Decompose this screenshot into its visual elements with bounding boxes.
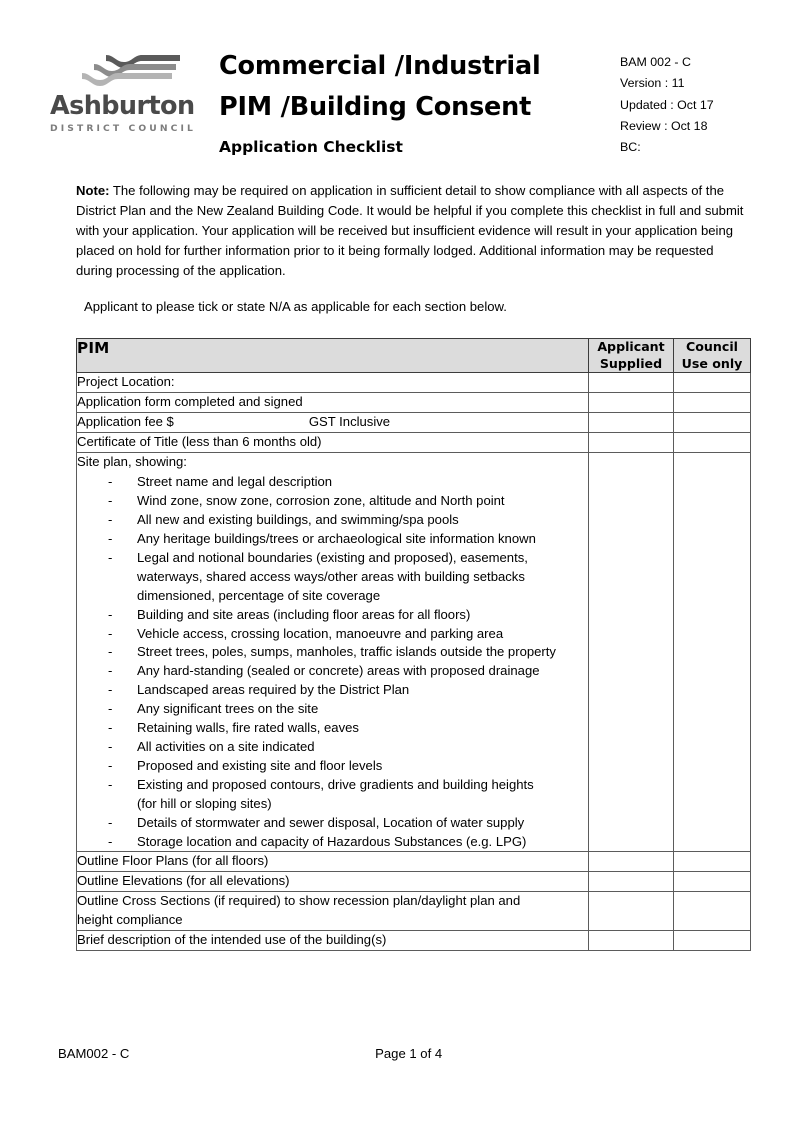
- meta-updated: Updated : Oct 17: [620, 97, 714, 112]
- meta-bc: BC:: [620, 140, 641, 155]
- checklist-table: [76, 338, 751, 952]
- row-label: Project Location:: [77, 373, 589, 393]
- list-item-text-cont: waterways, shared access ways/other areas with building setbacks: [137, 568, 525, 584]
- council-use-checkbox-cell[interactable]: [674, 453, 751, 852]
- row-label-line-1: Outline Cross Sections (if required) to show recession plan/daylight plan and: [77, 893, 521, 909]
- applicant-supplied-checkbox-cell[interactable]: [589, 872, 674, 892]
- note-body: The following may be required on application in sufficient detail to show compliance with all aspects of the District Plan and the New Zealand Building Code. It would be helpful if you complete this checklist in full and submit with your application. Your application will be received but insufficient evidence will result in your application being placed on hold for further information prior to it being formally lodged. Additional information may be requested during processing of the application.: [76, 182, 744, 278]
- list-item: [106, 700, 588, 719]
- list-item-text: Street name and legal description: [137, 474, 333, 490]
- applicant-supplied-line-2: Supplied: [599, 355, 663, 371]
- fee-label: Application fee $: [77, 414, 174, 430]
- meta-review: Review : Oct 18: [620, 118, 708, 133]
- list-item-text-cont: (for hill or sloping sites): [137, 795, 272, 811]
- list-item-text: Details of stormwater and sewer disposal, Location of water supply: [137, 814, 525, 830]
- logo-subtitle: DISTRICT COUNCIL: [50, 122, 196, 134]
- row-label-fee: [77, 413, 589, 433]
- site-plan-cell: [77, 453, 589, 852]
- council-use-checkbox-cell[interactable]: [674, 373, 751, 393]
- list-item-text: Any heritage buildings/trees or archaeological site information known: [137, 531, 536, 547]
- list-item: [106, 511, 588, 530]
- list-item-text: Street trees, poles, sumps, manholes, traffic islands outside the property: [137, 644, 556, 660]
- table-header-row: [77, 338, 751, 373]
- checklist-table-body: [77, 373, 751, 951]
- list-item-text: Any significant trees on the site: [137, 701, 319, 717]
- row-label-multiline: [77, 892, 589, 931]
- council-use-checkbox-cell[interactable]: [674, 413, 751, 433]
- logo-waves-icon: [76, 52, 184, 92]
- list-item: [106, 662, 588, 681]
- list-item-text: Proposed and existing site and floor levels: [137, 757, 383, 773]
- page-title-line-2: PIM /Building Consent: [219, 92, 532, 123]
- list-item-text: Storage location and capacity of Hazardous Substances (e.g. LPG): [137, 833, 527, 849]
- list-item-text: Any hard-standing (sealed or concrete) areas with proposed drainage: [137, 663, 540, 679]
- checklist-table-wrap: [76, 338, 750, 952]
- row-label: Brief description of the intended use of the building(s): [77, 931, 589, 951]
- applicant-supplied-checkbox-cell[interactable]: [589, 373, 674, 393]
- meta-version: Version : 11: [620, 76, 685, 91]
- column-header-applicant-supplied: [589, 338, 674, 373]
- applicant-supplied-checkbox-cell[interactable]: [589, 393, 674, 413]
- list-item-text-cont: dimensioned, percentage of site coverage: [137, 587, 381, 603]
- column-header-section: PIM: [77, 338, 589, 373]
- note-label: Note:: [76, 182, 110, 198]
- row-label: Certificate of Title (less than 6 months old): [77, 433, 589, 453]
- row-label-line-2: height compliance: [77, 912, 183, 928]
- row-label: Outline Floor Plans (for all floors): [77, 852, 589, 872]
- list-item-text: Wind zone, snow zone, corrosion zone, altitude and North point: [137, 493, 505, 509]
- document-header: [0, 0, 800, 159]
- table-row: [77, 872, 751, 892]
- site-plan-heading: Site plan, showing:: [77, 454, 187, 470]
- list-item: [106, 549, 588, 606]
- logo-wordmark: Ashburton: [50, 91, 195, 121]
- applicant-supplied-checkbox-cell[interactable]: [589, 453, 674, 852]
- list-item: [106, 776, 588, 814]
- council-use-line-1: Council: [686, 338, 738, 354]
- row-label: Outline Elevations (for all elevations): [77, 872, 589, 892]
- list-item: [106, 833, 588, 852]
- meta-form-code: BAM 002 - C: [620, 55, 691, 69]
- list-item: [106, 492, 588, 511]
- footer-page-number: Page 1 of 4: [375, 1046, 443, 1061]
- list-item-text: Landscaped areas required by the District Plan: [137, 682, 410, 698]
- council-use-line-2: Use only: [681, 355, 743, 371]
- applicant-supplied-checkbox-cell[interactable]: [589, 413, 674, 433]
- list-item: [106, 625, 588, 644]
- list-item: [106, 814, 588, 833]
- council-logo: [50, 40, 205, 134]
- list-item: [106, 681, 588, 700]
- list-item: [106, 643, 588, 662]
- table-row: [77, 373, 751, 393]
- table-row: [77, 931, 751, 951]
- list-item-text: Legal and notional boundaries (existing and proposed), easements,: [137, 549, 528, 565]
- table-row: [77, 393, 751, 413]
- applicant-supplied-checkbox-cell[interactable]: [589, 892, 674, 931]
- council-use-checkbox-cell[interactable]: [674, 931, 751, 951]
- list-item-text: Vehicle access, crossing location, manoeuvre and parking area: [137, 625, 504, 641]
- column-header-council-use: [674, 338, 751, 373]
- applicant-supplied-checkbox-cell[interactable]: [589, 852, 674, 872]
- checklist-table-head: [77, 338, 751, 373]
- applicant-supplied-checkbox-cell[interactable]: [589, 931, 674, 951]
- list-item: [106, 606, 588, 625]
- list-item: [106, 719, 588, 738]
- council-use-checkbox-cell[interactable]: [674, 872, 751, 892]
- note-paragraph: [76, 181, 748, 281]
- table-row-site-plan: [77, 453, 751, 852]
- table-row: [77, 852, 751, 872]
- document-meta: [620, 40, 750, 159]
- row-label: Application form completed and signed: [77, 393, 589, 413]
- list-item-text: Existing and proposed contours, drive gradients and building heights: [137, 776, 534, 792]
- site-plan-bullet-list: [77, 473, 588, 851]
- page-title-line-1: Commercial /Industrial: [219, 51, 541, 81]
- list-item-text: Retaining walls, fire rated walls, eaves: [137, 720, 359, 736]
- table-row: [77, 413, 751, 433]
- page-footer: [58, 1046, 750, 1061]
- council-use-checkbox-cell[interactable]: [674, 433, 751, 453]
- list-item-text: All activities on a site indicated: [137, 739, 315, 754]
- document-title-block: [205, 40, 620, 159]
- council-use-checkbox-cell[interactable]: [674, 892, 751, 931]
- footer-form-code: BAM002 - C: [58, 1046, 130, 1061]
- list-item-text: Building and site areas (including floor areas for all floors): [137, 606, 471, 622]
- list-item: [106, 473, 588, 492]
- list-item: [106, 738, 588, 757]
- table-row: [77, 892, 751, 931]
- applicant-instruction: Applicant to please tick or state N/A as applicable for each section below.: [84, 299, 507, 314]
- list-item: [106, 530, 588, 549]
- fee-gst-note: GST Inclusive: [308, 414, 391, 430]
- council-use-checkbox-cell[interactable]: [674, 393, 751, 413]
- applicant-supplied-line-1: Applicant: [597, 338, 665, 354]
- council-use-checkbox-cell[interactable]: [674, 852, 751, 872]
- table-row: [77, 433, 751, 453]
- applicant-supplied-checkbox-cell[interactable]: [589, 433, 674, 453]
- list-item-text: All new and existing buildings, and swimming/spa pools: [137, 512, 459, 528]
- list-item: [106, 757, 588, 776]
- page-subtitle: Application Checklist: [219, 137, 403, 156]
